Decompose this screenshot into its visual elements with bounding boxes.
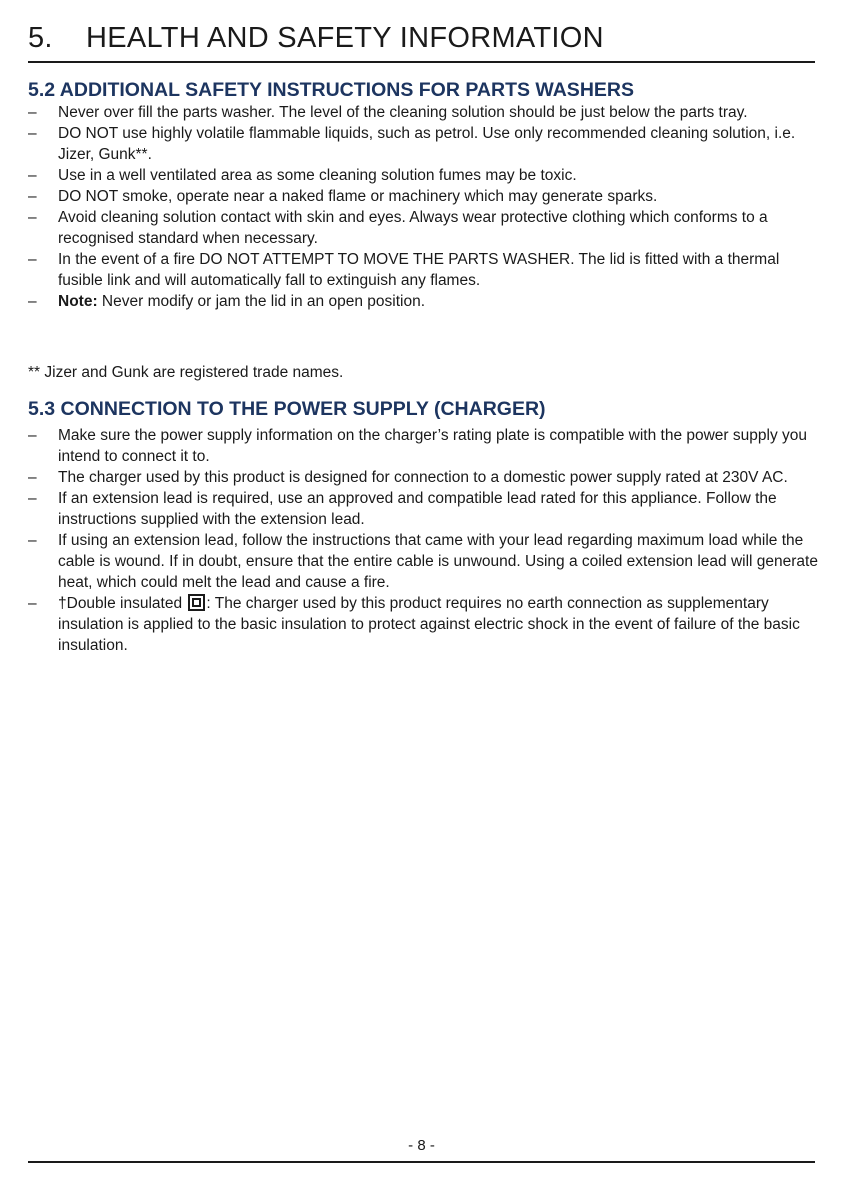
list-item-text: Avoid cleaning solution contact with skin and eyes. Always wear protective clothing which conforms to a recognised standard when necessary.: [58, 209, 768, 247]
bullet-dash: –: [28, 469, 37, 486]
list-item: [28, 488, 819, 530]
bullet-dash: –: [28, 293, 37, 310]
bullet-dash: –: [28, 167, 37, 184]
list-item: [28, 165, 819, 186]
bullet-dash: –: [28, 427, 37, 444]
page-heading: [28, 22, 604, 55]
list-item: [28, 186, 819, 207]
bullet-dash: –: [28, 104, 37, 121]
section-5-3-list: [28, 425, 819, 656]
list-item: [28, 249, 819, 291]
bullet-dash: –: [28, 125, 37, 142]
list-item: [28, 102, 819, 123]
bullet-dash: –: [28, 209, 37, 226]
section-5-2-list: [28, 102, 819, 312]
bullet-dash: –: [28, 188, 37, 205]
list-item-text: In the event of a fire DO NOT ATTEMPT TO MOVE THE PARTS WASHER. The lid is fitted with a thermal fusible link and will automatically fall to extinguish any flames.: [58, 251, 780, 289]
list-item-text: If using an extension lead, follow the instructions that came with your lead regarding maximum load while the cable is wound. If in doubt, ensure that the entire cable is unwound. Using a coiled extension lead will generate heat, which could melt the lead and cause a fire.: [58, 532, 818, 591]
section-5-2-title: 5.2 ADDITIONAL SAFETY INSTRUCTIONS FOR PARTS WASHERS: [28, 79, 634, 101]
section-5-3-title: 5.3 CONNECTION TO THE POWER SUPPLY (CHARGER): [28, 398, 546, 420]
list-item: [28, 593, 819, 656]
list-item-text: If an extension lead is required, use an approved and compatible lead rated for this appliance. Follow the instructions supplied with the extension lead.: [58, 490, 777, 528]
bullet-dash: –: [28, 251, 37, 268]
note-label: Note:: [58, 293, 98, 310]
list-item: [28, 207, 819, 249]
list-item: [28, 425, 819, 467]
list-item: [28, 467, 819, 488]
list-item-text: Never over fill the parts washer. The level of the cleaning solution should be just below the parts tray.: [58, 104, 748, 121]
heading-title: HEALTH AND SAFETY INFORMATION: [86, 22, 604, 54]
list-item-text: Use in a well ventilated area as some cleaning solution fumes may be toxic.: [58, 167, 577, 184]
bullet-dash: –: [28, 532, 37, 549]
bottom-divider: [28, 1161, 815, 1163]
note-text: Never modify or jam the lid in an open position.: [97, 293, 426, 310]
list-item: [28, 123, 819, 165]
double-insulated-icon: [188, 594, 205, 611]
double-insulated-text: : The charger used by this product requires no earth connection as supplementary insulation is applied to the basic insulation to protect against electric shock in the event of failure of the basic insulation.: [58, 595, 800, 654]
double-insulated-inner-square: [192, 598, 201, 607]
bullet-dash: –: [28, 595, 37, 612]
top-divider: [28, 61, 815, 63]
bullet-dash: –: [28, 490, 37, 507]
page-number: - 8 -: [408, 1137, 435, 1154]
trademark-footnote: ** Jizer and Gunk are registered trade names.: [28, 364, 344, 381]
list-item-text: DO NOT use highly volatile flammable liquids, such as petrol. Use only recommended cleaning solution, i.e. Jizer, Gunk**.: [58, 125, 796, 163]
list-item: [28, 530, 819, 593]
double-insulated-prefix: †Double insulated: [58, 595, 187, 612]
note-item: [28, 291, 819, 312]
list-item-text: Make sure the power supply information on the charger’s rating plate is compatible with the power supply you intend to connect it to.: [58, 427, 807, 465]
list-item-text: The charger used by this product is designed for connection to a domestic power supply rated at 230V AC.: [58, 469, 788, 486]
heading-number: 5.: [28, 22, 53, 54]
list-item-text: DO NOT smoke, operate near a naked flame or machinery which may generate sparks.: [58, 188, 658, 205]
